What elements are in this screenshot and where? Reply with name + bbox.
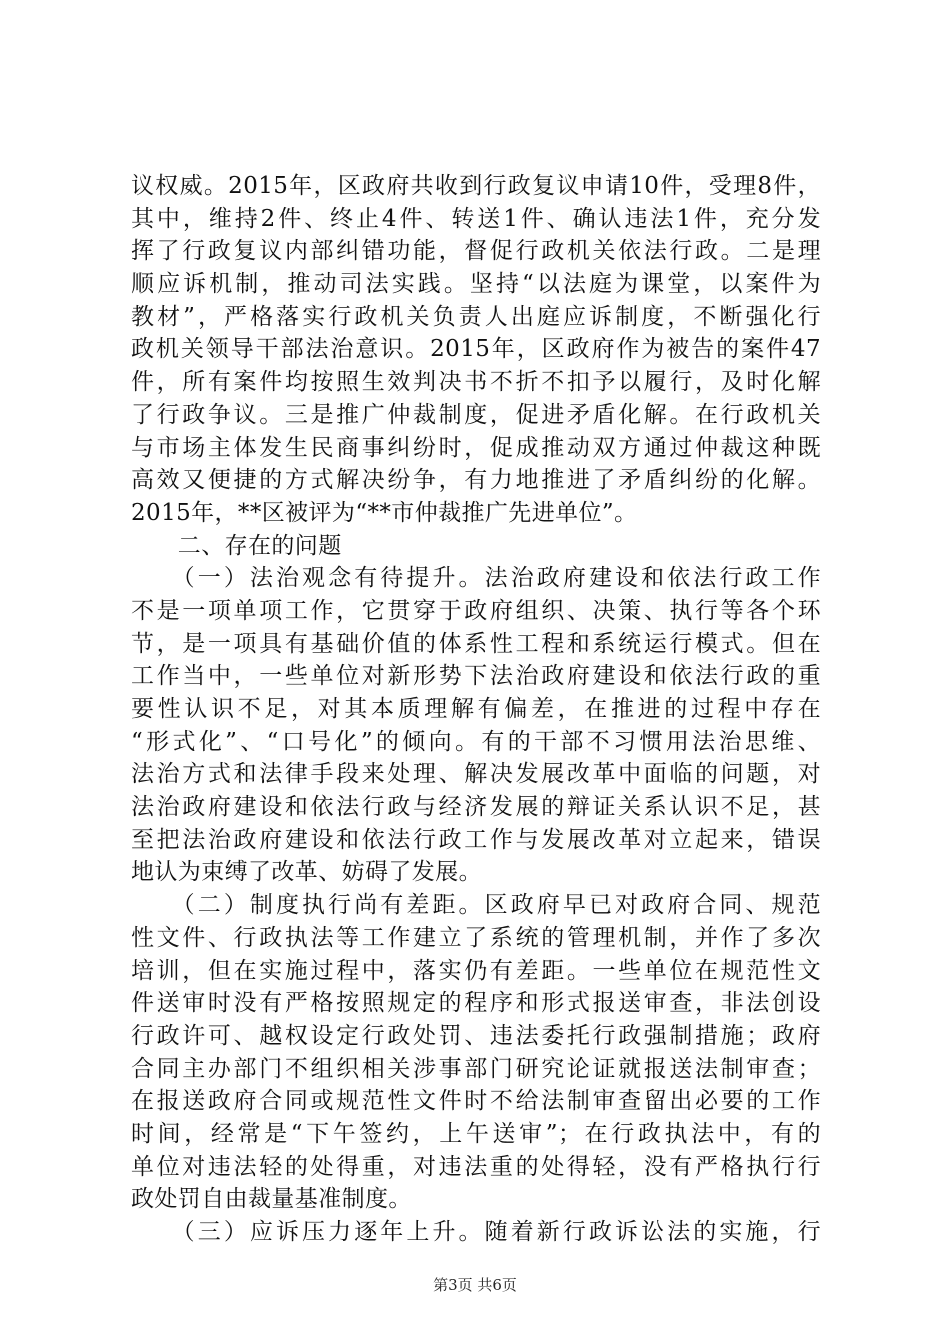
text-line: 与市场主体发生民商事纠纷时，促成推动双方通过仲裁这种既 xyxy=(131,434,821,461)
text-line: 法治政府建设和依法行政与经济发展的辩证关系认识不足，甚 xyxy=(131,794,821,821)
text-line: （二）制度执行尚有差距。区政府早已对政府合同、规范 xyxy=(131,892,821,919)
text-line: 节，是一项具有基础价值的体系性工程和系统运行模式。但在 xyxy=(131,630,821,657)
text-line: 件，所有案件均按照生效判决书不折不扣予以履行，及时化解 xyxy=(131,369,821,396)
text-line: 教材”，严格落实行政机关负责人出庭应诉制度，不断强化行 xyxy=(131,303,821,330)
text-line: 在报送政府合同或规范性文件时不给法制审查留出必要的工作 xyxy=(131,1088,821,1115)
text-line: 至把法治政府建设和依法行政工作与发展改革对立起来，错误 xyxy=(131,826,821,853)
text-line: 挥了行政复议内部纠错功能，督促行政机关依法行政。二是理 xyxy=(131,238,821,265)
text-line: （一）法治观念有待提升。法治政府建设和依法行政工作 xyxy=(131,565,821,592)
text-line: 件送审时没有严格按照规定的程序和形式报送审查，非法创设 xyxy=(131,990,821,1017)
text-line: 不是一项单项工作，它贯穿于政府组织、决策、执行等各个环 xyxy=(131,597,821,624)
text-line: （三）应诉压力逐年上升。随着新行政诉讼法的实施，行 xyxy=(131,1219,821,1245)
text-line: 了行政争议。三是推广仲裁制度，促进矛盾化解。在行政机关 xyxy=(131,401,821,428)
text-line: 其中，维持2件、终止4件、转送1件、确认违法1件，充分发 xyxy=(131,205,821,232)
text-line: 政机关领导干部法治意识。2015年，区政府作为被告的案件47 xyxy=(131,336,821,363)
text-line: 合同主办部门不组织相关涉事部门研究论证就报送法制审查； xyxy=(131,1055,821,1082)
text-line: 要性认识不足，对其本质理解有偏差，在推进的过程中存在 xyxy=(131,696,821,722)
text-line: 培训，但在实施过程中，落实仍有差距。一些单位在规范性文 xyxy=(131,957,821,984)
text-line: 行政许可、越权设定行政处罚、违法委托行政强制措施；政府 xyxy=(131,1022,821,1049)
text-line: 单位对违法轻的处得重，对违法重的处得轻，没有严格执行行 xyxy=(131,1153,821,1180)
text-line: 地认为束缚了改革、妨碍了发展。 xyxy=(131,859,482,886)
page-number-footer: 第3页 共6页 xyxy=(433,1276,517,1294)
document-body xyxy=(131,170,821,1249)
text-line: “形式化”、“口号化”的倾向。有的干部不习惯用法治思维、 xyxy=(131,728,821,755)
text-line: 高效又便捷的方式解决纷争，有力地推进了矛盾纠纷的化解。 xyxy=(131,467,821,494)
text-line: 工作当中，一些单位对新形势下法治政府建设和依法行政的重 xyxy=(131,663,821,690)
text-line: 顺应诉机制，推动司法实践。坚持“以法庭为课堂，以案件为 xyxy=(131,271,821,298)
text-line: 法治方式和法律手段来处理、解决发展改革中面临的问题，对 xyxy=(131,761,821,788)
section-heading: 二、存在的问题 xyxy=(131,532,342,559)
text-line: 议权威。2015年，区政府共收到行政复议申请10件，受理8件， xyxy=(131,173,821,199)
text-line: 政处罚自由裁量基准制度。 xyxy=(131,1186,412,1213)
text-line: 时间，经常是“下午签约，上午送审”；在行政执法中，有的 xyxy=(131,1120,821,1147)
text-line: 2015年，**区被评为“**市仲裁推广先进单位”。 xyxy=(131,499,638,526)
text-line: 性文件、行政执法等工作建立了系统的管理机制，并作了多次 xyxy=(131,924,821,951)
